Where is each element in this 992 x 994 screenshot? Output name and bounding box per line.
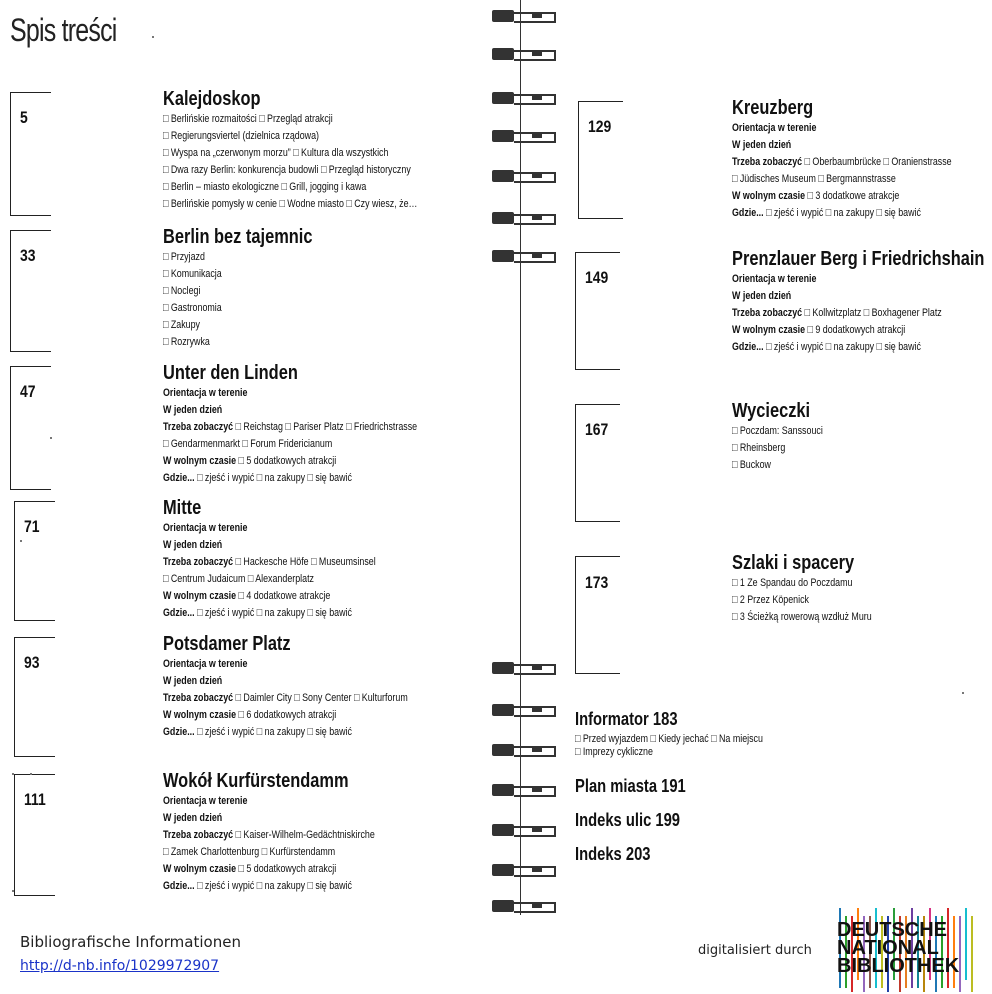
toc-subline-text: □ Dwa razy Berlin: konkurencja budowli □ Przegląd historyczny [163, 164, 411, 176]
scan-speck [12, 773, 14, 775]
logo-bar [959, 916, 961, 992]
toc-subline [732, 423, 823, 440]
toc-subline-heading: W wolnym czasie [732, 324, 806, 336]
toc-subline [732, 271, 972, 288]
spiral-ring [492, 210, 556, 226]
toc-subline [163, 605, 376, 622]
spiral-ring [492, 168, 556, 184]
toc-subline-heading: Gdzie... [732, 207, 764, 219]
left-toc-section [163, 226, 345, 351]
spiral-ring [492, 128, 556, 144]
informator-title: Informator 183 [575, 709, 678, 729]
toc-subline [163, 249, 305, 266]
toc-subline [163, 196, 417, 213]
page-number: 111 [24, 790, 46, 809]
section-title: Potsdamer Platz [163, 633, 291, 655]
toc-subline-heading: Orientacja w terenie [163, 387, 248, 399]
toc-subline-text: □ Rheinsberg [732, 442, 786, 454]
spiral-ring [492, 702, 556, 718]
toc-subline [163, 385, 417, 402]
toc-subline [732, 575, 872, 592]
logo-bar [953, 916, 955, 988]
toc-subline [732, 120, 952, 137]
left-toc-section [163, 633, 477, 741]
toc-subline-text: □ Kollwitzplatz □ Boxhagener Platz [802, 307, 942, 319]
toc-subline-text: □ Gendarmenmarkt □ Forum Fridericianum [163, 438, 333, 450]
toc-subline-text: □ 1 Ze Spandau do Poczdamu [732, 577, 853, 589]
toc-subline-heading: W jeden dzień [163, 404, 223, 416]
spiral-ring [492, 46, 556, 62]
toc-subline-text: □ Berlin – miasto ekologiczne □ Grill, jogging i kawa [163, 181, 367, 193]
toc-subline [732, 171, 952, 188]
right-toc-section [732, 248, 992, 356]
right-toc-section [732, 97, 992, 222]
spiral-ring [492, 90, 556, 106]
toc-subline-text: □ Kaiser-Wilhelm-Gedächtniskirche [233, 829, 375, 841]
bibliographic-info-link[interactable]: http://d-nb.info/1029972907 [20, 958, 220, 974]
spiral-ring [492, 782, 556, 798]
toc-subline-text: □ Gastronomia [163, 302, 222, 314]
spiral-ring [492, 822, 556, 838]
toc-subline-text: □ zjeść i wypić □ na zakupy □ się bawić [194, 880, 352, 892]
section-title: Berlin bez tajemnic [163, 226, 313, 248]
informator-section [575, 708, 816, 761]
toc-subline-heading: W jeden dzień [732, 290, 792, 302]
section-title: Wokół Kurfürstendamm [163, 770, 349, 792]
toc-subline [163, 537, 376, 554]
toc-subline [163, 145, 417, 162]
section-title: Prenzlauer Berg i Friedrichshain [732, 248, 985, 270]
toc-subline-text: □ Berlińskie pomysły w cenie □ Wodne miasto □ Czy wiesz, że… [163, 198, 418, 210]
toc-subline-heading: Gdzie... [163, 726, 195, 738]
toc-subline-heading: Orientacja w terenie [732, 122, 817, 134]
toc-subline [732, 609, 872, 626]
page-number: 167 [585, 420, 609, 439]
toc-subline [163, 300, 305, 317]
page-number: 129 [588, 117, 612, 136]
toc-subline-text: □ Buckow [732, 459, 771, 471]
left-toc-section [163, 88, 489, 213]
toc-subline-heading: Gdzie... [163, 472, 195, 484]
toc-subline-heading: Orientacja w terenie [163, 658, 248, 670]
toc-subline [163, 179, 417, 196]
spiral-ring [492, 862, 556, 878]
toc-subline [163, 810, 375, 827]
spiral-ring [492, 660, 556, 676]
toc-subline [163, 266, 305, 283]
toc-subline-heading: Orientacja w terenie [163, 795, 248, 807]
toc-subline [732, 322, 972, 339]
toc-subline [163, 656, 408, 673]
toc-subline-text: □ Noclegi [163, 285, 201, 297]
toc-subline [163, 554, 376, 571]
toc-subline [163, 673, 408, 690]
toc-subline-heading: W jeden dzień [732, 139, 792, 151]
toc-subline [732, 305, 972, 322]
toc-subline-text: □ 5 dodatkowych atrakcji [236, 455, 337, 467]
toc-subline-heading: Gdzie... [163, 880, 195, 892]
logo-line-1: DEUTSCHE [837, 919, 948, 941]
toc-subline-text: □ Zakupy [163, 319, 200, 331]
toc-subline-text: □ Komunikacja [163, 268, 222, 280]
page-number: 47 [20, 382, 36, 401]
toc-subline-text: □ Rozrywka [163, 336, 210, 348]
page-bracket [10, 92, 51, 216]
toc-subline-text: □ 4 dodatkowe atrakcje [236, 590, 331, 602]
scan-speck [30, 773, 32, 775]
right-toc-section [732, 552, 911, 626]
section-title: Unter den Linden [163, 362, 298, 384]
scan-speck [962, 692, 964, 694]
toc-subline-text: □ 2 Przez Köpenick [732, 594, 809, 606]
toc-subline [163, 419, 417, 436]
toc-subline-heading: Gdzie... [732, 341, 764, 353]
toc-subline-heading: Trzeba zobaczyć [163, 421, 234, 433]
toc-subline-text: □ Jüdisches Museum □ Bergmannstrasse [732, 173, 896, 185]
toc-subline-heading: W jeden dzień [163, 812, 223, 824]
toc-subline [163, 844, 375, 861]
street-index-entry: Indeks ulic 199 [575, 810, 681, 830]
toc-subline [163, 436, 417, 453]
toc-subline-text: □ Daimler City □ Sony Center □ Kulturforum [233, 692, 408, 704]
toc-subline-heading: W wolnym czasie [732, 190, 806, 202]
toc-subline [163, 878, 375, 895]
toc-subline [163, 317, 305, 334]
toc-subline-text: □ zjeść i wypić □ na zakupy □ się bawić [194, 726, 352, 738]
page-number: 71 [24, 517, 40, 536]
page-number: 93 [24, 653, 40, 672]
toc-subline-heading: Trzeba zobaczyć [163, 692, 234, 704]
toc-subline [732, 154, 952, 171]
scan-speck [12, 890, 14, 892]
toc-subline-text: □ Regierungsviertel (dzielnica rządowa) [163, 130, 319, 142]
toc-subline [163, 283, 305, 300]
page-number: 5 [20, 108, 28, 127]
bibliographic-info-title: Bibliografische Informationen [20, 933, 241, 951]
toc-subline-text: □ 5 dodatkowych atrakcji [236, 863, 337, 875]
toc-subline-heading: Trzeba zobaczyć [163, 829, 234, 841]
section-title: Mitte [163, 497, 202, 519]
toc-subline [163, 470, 417, 487]
toc-subline-text: □ 6 dodatkowych atrakcji [236, 709, 337, 721]
toc-subline-heading: Orientacja w terenie [163, 522, 248, 534]
toc-subline [732, 288, 972, 305]
toc-subline [163, 724, 408, 741]
informator-line: □ Imprezy cykliczne [575, 746, 653, 758]
toc-subline-text: □ zjeść i wypić □ na zakupy □ się bawić [763, 341, 921, 353]
toc-subline [163, 571, 376, 588]
toc-subline-text: □ zjeść i wypić □ na zakupy □ się bawić [763, 207, 921, 219]
toc-subline [163, 334, 305, 351]
section-title: Kalejdoskop [163, 88, 261, 110]
toc-subline [163, 128, 417, 145]
toc-subline [732, 137, 952, 154]
toc-subline-heading: W jeden dzień [163, 675, 223, 687]
toc-subline [163, 162, 417, 179]
digitized-by-label: digitalisiert durch [698, 943, 812, 958]
toc-subline-text: □ zjeść i wypić □ na zakupy □ się bawić [194, 607, 352, 619]
toc-subline-text: □ Poczdam: Sanssouci [732, 425, 823, 437]
toc-subline [732, 457, 823, 474]
spiral-ring [492, 8, 556, 24]
scan-speck [50, 437, 52, 439]
toc-subline-text: □ 3 Ścieżką rowerową wzdłuż Muru [732, 611, 872, 623]
toc-subline-text: □ Wyspa na „czerwonym morzu” □ Kultura dla wszystkich [163, 147, 389, 159]
toc-subline [163, 453, 417, 470]
toc-subline [732, 592, 872, 609]
toc-subline [163, 690, 408, 707]
toc-subline-text: □ zjeść i wypić □ na zakupy □ się bawić [194, 472, 352, 484]
section-title: Kreuzberg [732, 97, 814, 119]
toc-subline [163, 520, 376, 537]
logo-line-3: BIBLIOTHEK [837, 955, 960, 977]
toc-subline [732, 440, 823, 457]
informator-line: □ Przed wyjazdem □ Kiedy jechać □ Na miejscu [575, 733, 763, 745]
toc-subline-text: □ 3 dodatkowe atrakcje [805, 190, 900, 202]
toc-subline-text: □ Przyjazd [163, 251, 205, 263]
left-toc-section [163, 497, 436, 622]
scan-speck [20, 540, 22, 542]
toc-subline-heading: Orientacja w terenie [732, 273, 817, 285]
toc-subline-heading: W jeden dzień [163, 539, 223, 551]
spiral-ring [492, 248, 556, 264]
logo-line-2: NATIONAL [837, 937, 939, 959]
toc-subline-text: □ Hackesche Höfe □ Museumsinsel [233, 556, 376, 568]
toc-subline-heading: W wolnym czasie [163, 709, 237, 721]
toc-subline-text: □ Oberbaumbrücke □ Oranienstrasse [802, 156, 952, 168]
toc-subline [163, 793, 375, 810]
toc-subline-heading: W wolnym czasie [163, 863, 237, 875]
toc-subline-heading: Trzeba zobaczyć [732, 307, 803, 319]
toc-subline-heading: W wolnym czasie [163, 590, 237, 602]
logo-bar [971, 916, 973, 992]
plan-entry: Plan miasta 191 [575, 776, 686, 796]
toc-subline-text: □ 9 dodatkowych atrakcji [805, 324, 906, 336]
page-number: 33 [20, 246, 36, 265]
toc-subline-heading: Trzeba zobaczyć [732, 156, 803, 168]
toc-subline [732, 188, 952, 205]
toc-subline [732, 339, 972, 356]
toc-subline [163, 111, 417, 128]
page-title: Spis treści [10, 12, 117, 48]
toc-subline [163, 402, 417, 419]
toc-subline [732, 205, 952, 222]
toc-subline-heading: Trzeba zobaczyć [163, 556, 234, 568]
left-toc-section [163, 770, 435, 895]
logo-bar [965, 908, 967, 980]
toc-subline [163, 707, 408, 724]
spiral-ring [492, 742, 556, 758]
left-toc-section [163, 362, 489, 487]
toc-subline [163, 861, 375, 878]
toc-subline-heading: W wolnym czasie [163, 455, 237, 467]
page-number: 149 [585, 268, 609, 287]
right-toc-section [732, 400, 848, 474]
section-title: Szlaki i spacery [732, 552, 855, 574]
toc-subline-text: □ Reichstag □ Pariser Platz □ Friedrichstrasse [233, 421, 418, 433]
toc-subline [163, 588, 376, 605]
toc-subline [163, 827, 375, 844]
toc-subline-text: □ Centrum Judaicum □ Alexanderplatz [163, 573, 314, 585]
dnb-logo [833, 906, 979, 992]
toc-subline-text: □ Zamek Charlottenburg □ Kurfürstendamm [163, 846, 336, 858]
index-entry: Indeks 203 [575, 844, 651, 864]
page-number: 173 [585, 573, 609, 592]
toc-subline-heading: Gdzie... [163, 607, 195, 619]
section-title: Wycieczki [732, 400, 811, 422]
spiral-ring [492, 898, 556, 914]
toc-subline-text: □ Berlińskie rozmaitości □ Przegląd atrakcji [163, 113, 333, 125]
scan-speck [152, 36, 154, 38]
